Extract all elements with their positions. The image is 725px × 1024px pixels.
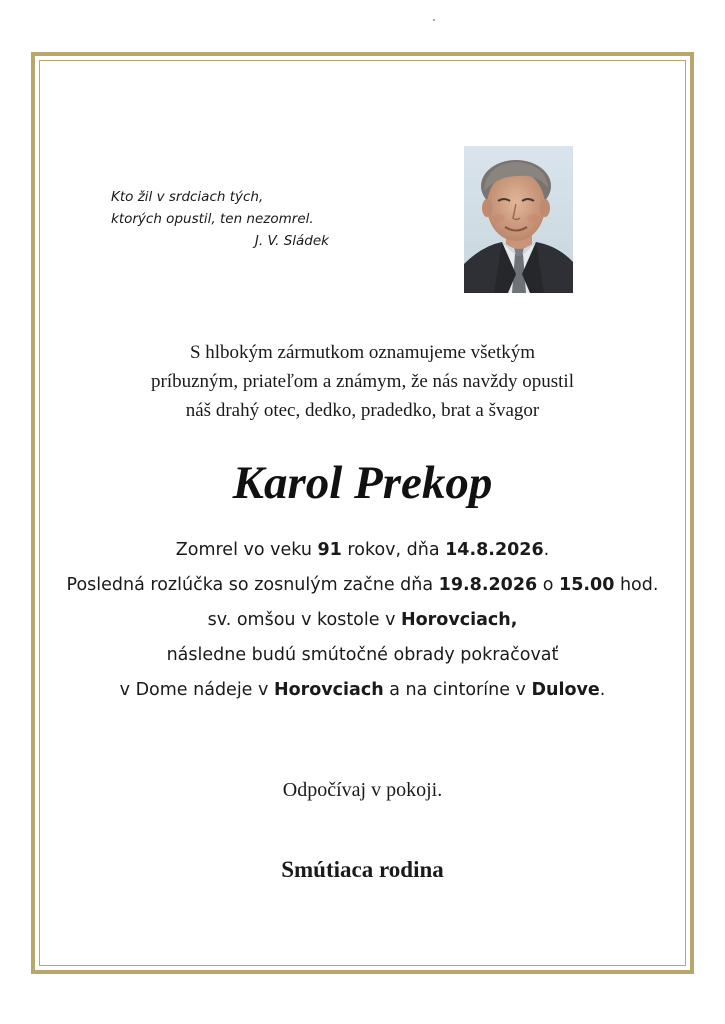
text-fragment: o	[537, 575, 560, 595]
farewell-time: 15.00	[559, 575, 615, 595]
text-fragment: sv. omšou v kostole v	[207, 610, 401, 630]
text-fragment: a na cintoríne v	[383, 680, 532, 700]
church-place: Horovciach,	[401, 610, 518, 630]
grieving-family-signature: Smútiaca rodina	[281, 857, 444, 882]
cemetery-place: Dulove	[531, 680, 600, 700]
rest-in-peace: Odpočívaj v pokoji.	[282, 779, 443, 801]
text-fragment: Zomrel vo veku	[175, 540, 318, 560]
scan-speck	[433, 19, 435, 21]
memorial-quote	[111, 186, 331, 252]
details-line-continuation	[37, 638, 688, 673]
hall-place: Horovciach	[273, 680, 384, 700]
portrait-photo	[464, 146, 573, 293]
death-date: 14.8.2026	[445, 540, 544, 560]
details-line-farewell	[37, 568, 688, 603]
details-line-death	[37, 533, 688, 568]
quote-line-1: Kto žil v srdciach tých,	[111, 189, 264, 205]
text-fragment: v Dome nádeje v	[119, 680, 274, 700]
announcement-intro	[60, 338, 665, 425]
intro-line-2: príbuzným, priateľom a známym, že nás navždy opustil	[151, 371, 574, 392]
text-fragment: .	[599, 680, 606, 700]
quote-line-2: ktorých opustil, ten nezomrel.	[111, 211, 314, 227]
details-line-mass	[37, 603, 688, 638]
intro-line-1: S hlbokým zármutkom oznamujeme všetkým	[189, 342, 536, 363]
intro-line-3: náš drahý otec, dedko, pradedko, brat a švagor	[185, 400, 540, 421]
text-fragment: rokov, dňa	[341, 540, 446, 560]
text-fragment: Posledná rozlúčka so zosnulým začne dňa	[66, 575, 439, 595]
text-fragment: následne budú smútočné obrady pokračovať	[166, 645, 559, 665]
funeral-details	[37, 533, 688, 708]
text-fragment: hod.	[614, 575, 659, 595]
age-value: 91	[317, 540, 342, 560]
deceased-name: Karol Prekop	[232, 457, 493, 509]
quote-author: J. V. Sládek	[254, 233, 329, 249]
portrait-photo-icon	[464, 146, 573, 293]
farewell-date: 19.8.2026	[438, 575, 538, 595]
details-line-burial	[37, 673, 688, 708]
text-fragment: .	[543, 540, 550, 560]
